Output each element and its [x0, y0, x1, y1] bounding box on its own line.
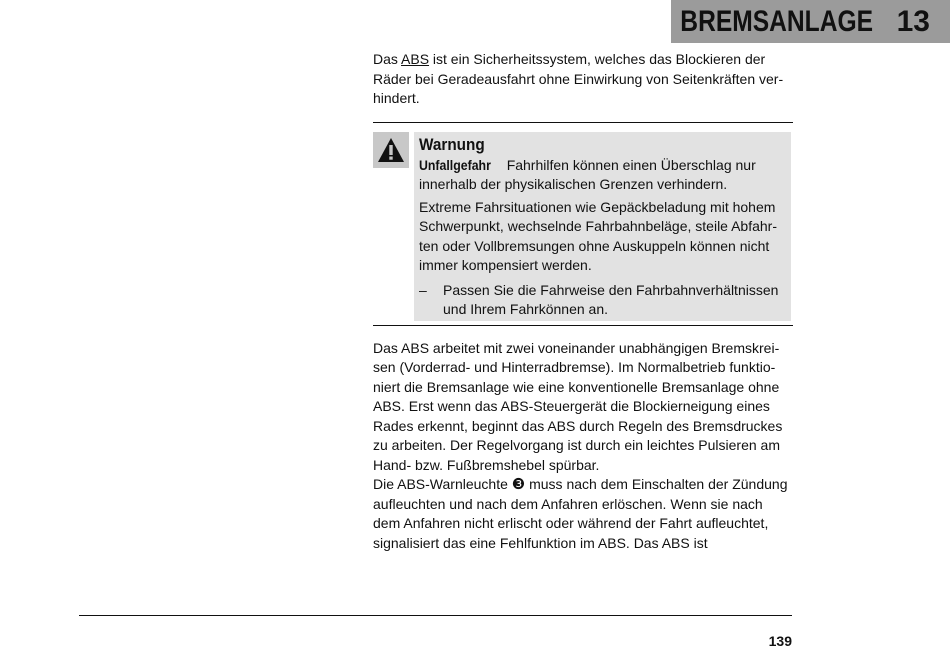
warning-text-1: Fahrhilfen können einen Überschlag nur innerhalb der physikalischen Grenzen verhindern.	[419, 156, 756, 192]
warning-box	[414, 132, 791, 321]
callout-number-icon: ❸	[511, 475, 526, 493]
warning-paragraph-1	[419, 156, 787, 195]
chapter-title: BREMSANLAGE	[679, 4, 873, 38]
warning-top-rule	[373, 122, 793, 123]
warning-subtitle: Unfallgefahr	[419, 156, 491, 173]
intro-text-end: ist ein Sicherheitssystem, welches das Blockieren der Räder bei Geradeausfahrt ohne Einwirkung von Seitenkräften verhindert.	[373, 51, 784, 106]
body-paragraph-2	[373, 475, 793, 553]
warning-paragraph-2: Extreme Fahrsituationen wie Gepäckbeladung mit hohem Schwerpunkt, wechselnde Fahrbahnbeläge, steile Abfahrten oder Vollbremsungen ohne Auskuppeln können nicht immer kompensiert werden.	[419, 198, 778, 273]
intro-paragraph	[373, 50, 793, 109]
warning-bottom-rule	[373, 325, 793, 326]
warning-bullet-text: Passen Sie die Fahrweise den Fahrbahnverhältnissen und Ihrem Fahrkönnen an.	[443, 281, 779, 317]
warning-bullet	[419, 281, 787, 320]
warning-block	[373, 132, 793, 325]
footer-rule	[79, 615, 792, 616]
bullet-dash: –	[419, 281, 427, 298]
chapter-number: 13	[896, 4, 930, 38]
warning-title: Warnung	[419, 134, 485, 154]
chapter-header	[671, 0, 950, 43]
abs-abbreviation: ABS	[401, 51, 430, 67]
main-content	[373, 50, 793, 553]
page-number: 139	[768, 633, 792, 649]
intro-text-start: Das	[373, 51, 402, 67]
warning-triangle-icon	[373, 132, 409, 168]
paragraph2-text-start: Die ABS-Warnleuchte	[373, 476, 512, 492]
body-paragraph-1: Das ABS arbeitet mit zwei voneinander unabhängigen Bremskreisen (Vorderrad- und Hinterradbremse). Im Normalbetrieb funktioniert die Bremsanlage wie eine konventionelle Bremsanlage ohne ABS. Erst wenn das ABS-Steuergerät die Blockierneigung eines Rades erkennt, beginnt das ABS durch Regeln des Bremsdruckes zu arbeiten. Der Regelvorgang ist durch ein leichtes Pulsieren am Hand- bzw. Fußbremshebel spürbar.	[373, 339, 783, 473]
paragraph2-text-end: muss nach dem Einschalten der Zündung aufleuchten und nach dem Anfahren erlöschen. Wenn sie nach dem Anfahren nicht erlischt oder während der Fahrt aufleuchtet, signalisiert das eine Fehlfunktion im ABS. Das ABS ist	[373, 476, 788, 551]
